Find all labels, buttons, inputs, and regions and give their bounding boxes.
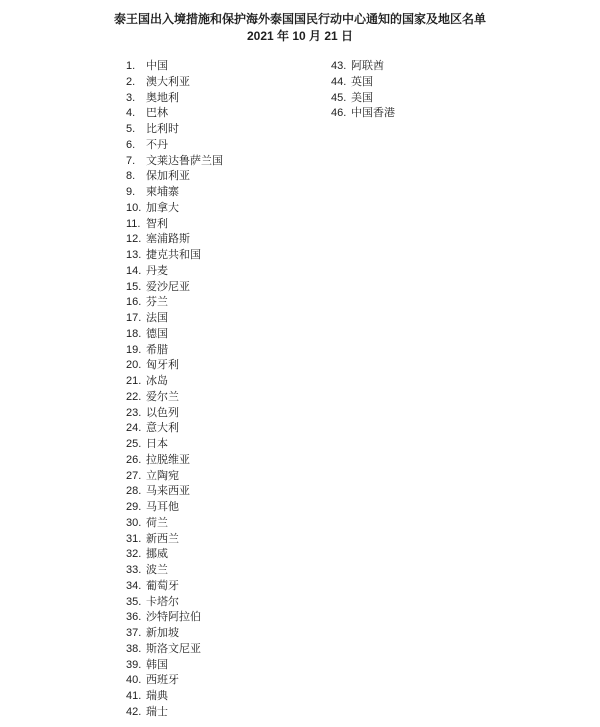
list-item-country: 塞浦路斯 xyxy=(146,233,190,246)
list-item xyxy=(126,469,223,485)
list-item-country: 意大利 xyxy=(146,422,179,435)
list-item-number: 36. xyxy=(126,611,142,624)
list-item-number: 40. xyxy=(126,674,142,687)
country-list-left-column xyxy=(126,59,223,721)
list-item xyxy=(126,421,223,437)
list-item-number: 11. xyxy=(126,217,141,230)
list-item-number: 46. xyxy=(331,107,347,120)
list-item-country: 阿联酋 xyxy=(351,60,384,72)
list-item-number: 43. xyxy=(331,60,347,72)
list-item-country: 澳大利亚 xyxy=(146,75,190,88)
list-item-country: 不丹 xyxy=(146,138,168,151)
list-item-number: 42. xyxy=(126,705,142,718)
country-list-right-column xyxy=(331,59,395,122)
list-item-number: 19. xyxy=(126,343,142,356)
list-item xyxy=(126,595,223,611)
list-item-number: 45. xyxy=(331,91,347,104)
list-item-country: 德国 xyxy=(146,327,168,340)
list-item xyxy=(126,547,223,563)
list-item xyxy=(331,91,395,107)
list-item xyxy=(331,59,395,75)
list-item-number: 31. xyxy=(126,532,142,545)
list-item-number: 44. xyxy=(331,75,347,88)
list-item-country: 匈牙利 xyxy=(146,359,179,372)
document-title-block xyxy=(0,11,600,44)
list-item xyxy=(126,311,223,327)
list-item xyxy=(126,532,223,548)
list-item xyxy=(126,122,223,138)
list-item-country: 日本 xyxy=(146,438,168,450)
list-item xyxy=(126,343,223,359)
list-item xyxy=(126,406,223,422)
list-item xyxy=(126,106,223,122)
list-item xyxy=(126,516,223,532)
list-item xyxy=(126,327,223,343)
list-item-country: 奥地利 xyxy=(146,91,179,104)
list-item-number: 27. xyxy=(126,469,142,482)
list-item-country: 西班牙 xyxy=(146,674,179,687)
list-item xyxy=(126,280,223,296)
list-item xyxy=(126,264,223,280)
list-item xyxy=(126,563,223,579)
list-item-number: 21. xyxy=(126,375,142,387)
list-item-country: 卡塔尔 xyxy=(146,595,179,608)
list-item-number: 26. xyxy=(126,453,142,466)
list-item xyxy=(126,453,223,469)
list-item xyxy=(331,106,395,122)
list-item-country: 挪威 xyxy=(146,548,168,561)
list-item xyxy=(126,232,223,248)
list-item xyxy=(126,138,223,154)
document-title: 泰王国出入境措施和保护海外泰国国民行动中心通知的国家及地区名单 xyxy=(113,12,486,26)
list-item-number: 29. xyxy=(126,501,142,513)
list-item xyxy=(331,75,395,91)
list-item-number: 13. xyxy=(126,249,142,261)
list-item-country: 冰岛 xyxy=(146,375,168,387)
list-item xyxy=(126,358,223,374)
list-item-number: 34. xyxy=(126,579,142,592)
list-item xyxy=(126,500,223,516)
list-item-country: 波兰 xyxy=(146,564,168,576)
list-item-number: 7. xyxy=(126,154,136,167)
list-item-country: 立陶宛 xyxy=(146,469,179,482)
list-item-country: 希腊 xyxy=(146,343,168,356)
list-item xyxy=(126,185,223,201)
list-item-country: 芬兰 xyxy=(146,296,168,309)
list-item-country: 斯洛文尼亚 xyxy=(146,642,201,655)
list-item-country: 中国香港 xyxy=(351,107,395,120)
list-item-country: 巴林 xyxy=(146,107,168,120)
list-item xyxy=(126,642,223,658)
list-item-country: 爱沙尼亚 xyxy=(146,280,190,293)
list-item-country: 捷克共和国 xyxy=(146,249,201,261)
list-item-number: 24. xyxy=(126,422,142,435)
list-item-number: 1. xyxy=(126,60,136,72)
list-item-number: 30. xyxy=(126,516,142,529)
list-item-country: 智利 xyxy=(146,217,168,230)
list-item-number: 8. xyxy=(126,170,136,183)
list-item-number: 16. xyxy=(126,296,142,309)
list-item xyxy=(126,610,223,626)
list-item-number: 10. xyxy=(126,201,142,214)
list-item xyxy=(126,217,223,233)
list-item-country: 瑞士 xyxy=(146,705,168,718)
list-item-number: 23. xyxy=(126,406,142,419)
list-item-number: 5. xyxy=(126,123,136,135)
list-item-country: 比利时 xyxy=(146,123,179,135)
list-item-number: 37. xyxy=(126,627,142,639)
list-item-country: 美国 xyxy=(351,91,373,104)
list-item-country: 马来西亚 xyxy=(146,485,190,498)
list-item xyxy=(126,626,223,642)
list-item-country: 荷兰 xyxy=(146,516,168,529)
list-item-number: 20. xyxy=(126,359,142,372)
list-item-number: 6. xyxy=(126,138,136,151)
list-item-country: 保加利亚 xyxy=(146,170,190,183)
list-item-number: 35. xyxy=(126,595,142,608)
list-item xyxy=(126,154,223,170)
list-item-number: 2. xyxy=(126,75,136,88)
list-item-number: 25. xyxy=(126,438,142,450)
list-item-number: 32. xyxy=(126,548,142,561)
list-item-country: 新西兰 xyxy=(146,532,179,545)
list-item-number: 33. xyxy=(126,564,142,576)
list-item-country: 韩国 xyxy=(146,658,168,671)
list-item-number: 41. xyxy=(126,690,142,702)
list-item xyxy=(126,59,223,75)
list-item-country: 法国 xyxy=(146,312,168,324)
list-item-number: 18. xyxy=(126,327,142,340)
list-item xyxy=(126,75,223,91)
list-item xyxy=(126,689,223,705)
list-item-number: 22. xyxy=(126,390,142,403)
list-item-country: 中国 xyxy=(146,60,168,72)
list-item-country: 爱尔兰 xyxy=(146,390,179,403)
list-item-country: 拉脱维亚 xyxy=(146,453,190,466)
list-item-number: 14. xyxy=(126,264,142,277)
list-item-number: 38. xyxy=(126,642,142,655)
list-item-country: 葡萄牙 xyxy=(146,579,179,592)
list-item xyxy=(126,374,223,390)
list-item xyxy=(126,295,223,311)
list-item xyxy=(126,484,223,500)
list-item-country: 柬埔寨 xyxy=(146,186,179,198)
list-item xyxy=(126,248,223,264)
list-item xyxy=(126,91,223,107)
list-item-number: 39. xyxy=(126,658,142,671)
list-item-country: 英国 xyxy=(351,75,373,88)
list-item-country: 文莱达鲁萨兰国 xyxy=(146,154,223,167)
list-item xyxy=(126,579,223,595)
list-item xyxy=(126,390,223,406)
list-item xyxy=(126,169,223,185)
list-item-number: 3. xyxy=(126,91,136,104)
list-item-country: 新加坡 xyxy=(146,627,179,639)
list-item xyxy=(126,437,223,453)
list-item-number: 28. xyxy=(126,485,142,498)
list-item-country: 马耳他 xyxy=(146,501,179,513)
list-item xyxy=(126,658,223,674)
list-item-number: 15. xyxy=(126,280,142,293)
list-item-country: 丹麦 xyxy=(146,264,168,277)
list-item-country: 沙特阿拉伯 xyxy=(146,611,201,624)
list-item xyxy=(126,673,223,689)
list-item-number: 4. xyxy=(126,107,136,120)
list-item-number: 9. xyxy=(126,186,136,198)
list-item-country: 加拿大 xyxy=(146,201,179,214)
list-item xyxy=(126,705,223,721)
list-item-number: 12. xyxy=(126,233,142,246)
document-date: 2021 年 10 月 21 日 xyxy=(246,28,354,43)
list-item-country: 以色列 xyxy=(146,406,179,419)
list-item xyxy=(126,201,223,217)
list-item-country: 瑞典 xyxy=(146,690,168,702)
list-item-number: 17. xyxy=(126,312,142,324)
